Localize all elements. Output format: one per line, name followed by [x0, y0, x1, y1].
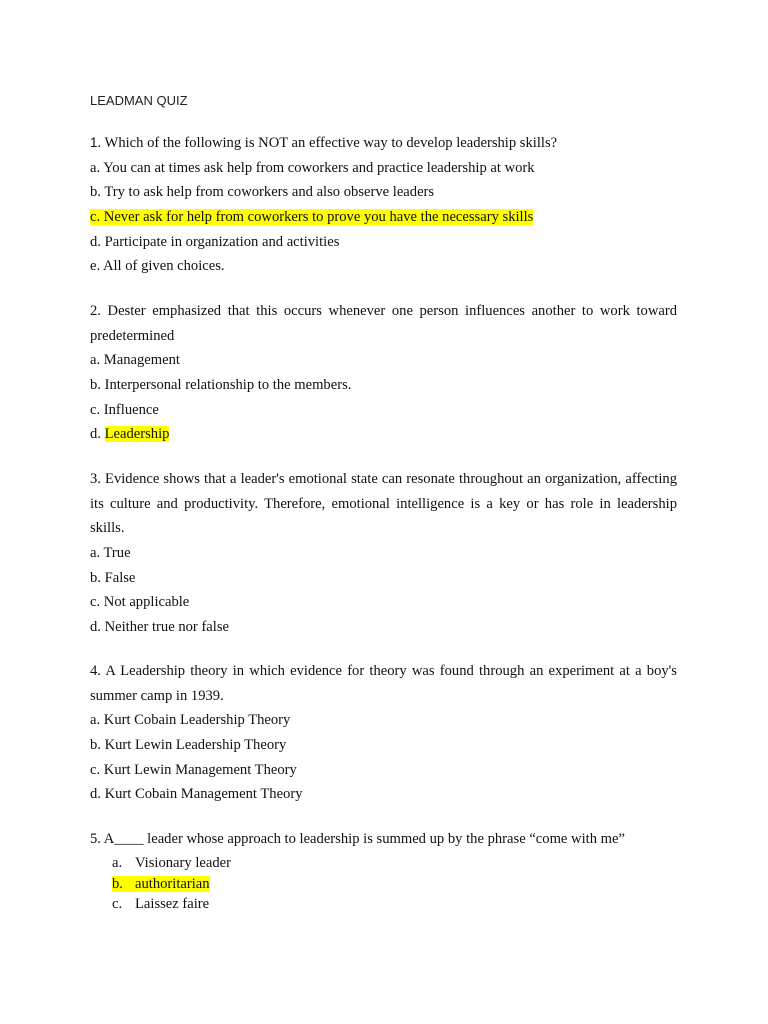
- question-5-option-b-text-highlighted: authoritarian: [135, 875, 210, 892]
- question-3-option-b: b. False: [90, 569, 136, 586]
- question-5-options: [112, 853, 231, 915]
- question-5-option-b: [112, 874, 231, 895]
- question-2-option-d: [90, 422, 677, 447]
- question-5: [90, 827, 677, 852]
- quiz-title: LEADMAN QUIZ: [90, 93, 188, 108]
- question-4-prompt: 4. A Leadership theory in which evidence for theory was found through an experiment at a boy's summer camp in 1939.: [90, 663, 677, 704]
- question-1-option-c-highlighted: c. Never ask for help from coworkers to prove you have the necessary skills: [90, 209, 534, 226]
- question-3-option-a: a. True: [90, 545, 131, 562]
- question-5-prompt: 5. A____ leader whose approach to leadership is summed up by the phrase “come with me”: [90, 831, 625, 847]
- question-1-option-a: a. You can at times ask help from coworkers and practice leadership at work: [90, 159, 535, 176]
- question-2: [90, 299, 677, 447]
- question-3: [90, 467, 677, 640]
- question-5-option-c-marker: c.: [112, 896, 123, 913]
- question-1-option-e: e. All of given choices.: [90, 258, 225, 275]
- question-1-number: 1: [90, 135, 98, 150]
- question-3-option-d: d. Neither true nor false: [90, 619, 229, 636]
- question-1-text: . Which of the following is NOT an effective way to develop leadership skills?: [97, 135, 558, 151]
- question-3-prompt: 3. Evidence shows that a leader's emotional state can resonate throughout an organization, affecting its culture and productivity. Therefore, emotional intelligence is a key or has role in leadership skills.: [90, 471, 677, 537]
- question-4: [90, 659, 677, 807]
- question-4-option-b: b. Kurt Lewin Leadership Theory: [90, 737, 287, 754]
- question-2-option-d-highlighted: Leadership: [104, 426, 170, 443]
- question-5-option-c-text: Laissez faire: [135, 896, 210, 913]
- question-2-option-d-prefix: d.: [90, 426, 105, 443]
- question-2-option-a: a. Management: [90, 352, 180, 369]
- question-5-option-a: [112, 853, 231, 874]
- question-2-option-b: b. Interpersonal relationship to the members.: [90, 377, 352, 394]
- question-2-option-c: c. Influence: [90, 401, 159, 418]
- question-1-option-d: d. Participate in organization and activities: [90, 233, 340, 250]
- question-5-option-c: [112, 894, 231, 915]
- question-1-prompt: [90, 131, 677, 156]
- question-4-option-c: c. Kurt Lewin Management Theory: [90, 761, 297, 778]
- question-5-option-a-marker: a.: [112, 855, 123, 871]
- question-1-option-b: b. Try to ask help from coworkers and also observe leaders: [90, 184, 435, 201]
- question-4-option-a: a. Kurt Cobain Leadership Theory: [90, 712, 291, 729]
- question-3-option-c: c. Not applicable: [90, 594, 190, 611]
- question-2-prompt: 2. Dester emphasized that this occurs whenever one person influences another to work toward predetermined: [90, 303, 677, 344]
- question-5-option-b-marker: b.: [112, 875, 123, 892]
- question-4-option-d: d. Kurt Cobain Management Theory: [90, 786, 303, 803]
- question-5-option-a-text: Visionary leader: [135, 855, 231, 871]
- question-1: [90, 131, 677, 279]
